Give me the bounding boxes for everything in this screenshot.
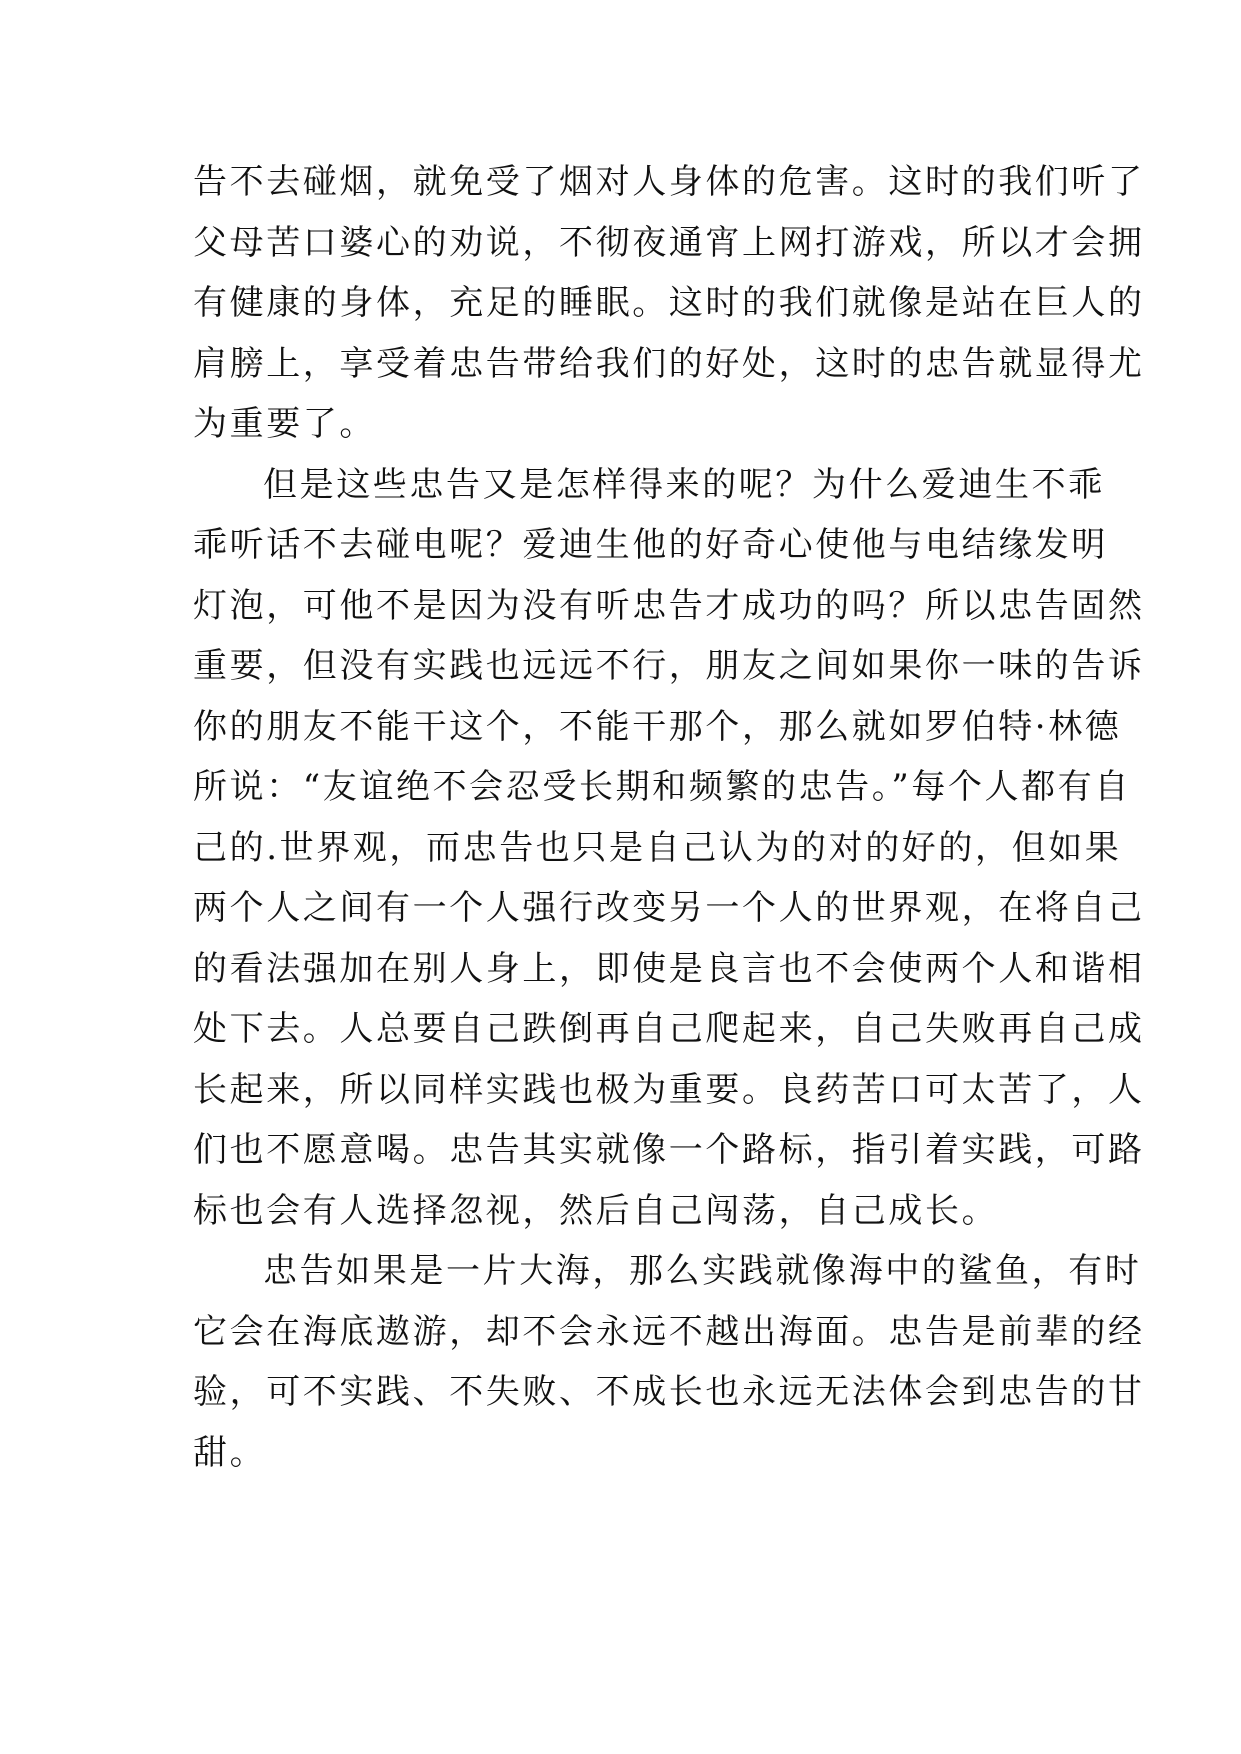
text-line: 两个人之间有一个人强行改变另一个人的世界观，在将自己 xyxy=(193,888,1145,928)
text-line: 验，可不实践、不失败、不成长也永远无法体会到忠告的甘 xyxy=(193,1372,1145,1412)
text-line: 父母苦口婆心的劝说，不彻夜通宵上网打游戏，所以才会拥 xyxy=(193,222,1145,263)
text-line: 处下去。人总要自己跌倒再自己爬起来，自己失败再自己成 xyxy=(193,1009,1145,1049)
text-line: 长起来，所以同样实践也极为重要。良药苦口可太苦了，人 xyxy=(193,1069,1145,1110)
text-line: 肩膀上，享受着忠告带给我们的好处，这时的忠告就显得尤 xyxy=(193,343,1145,384)
text-line: 所说：“友谊绝不会忍受长期和频繁的忠告。”每个人都有自 xyxy=(193,767,1131,807)
text-line: 你的朋友不能干这个，不能干那个，那么就如罗伯特·林德 xyxy=(193,706,1122,747)
paragraph-2 xyxy=(193,455,1145,1242)
text-line: 有健康的身体，充足的睡眠。这时的我们就像是站在巨人的 xyxy=(193,283,1145,323)
text-line: 们也不愿意喝。忠告其实就像一个路标，指引着实践，可路 xyxy=(193,1130,1145,1170)
text-line: 但是这些忠告又是怎样得来的呢？为什么爱迪生不乖 xyxy=(263,464,1105,505)
text-line: 甜。 xyxy=(193,1432,267,1473)
text-line: 忠告如果是一片大海，那么实践就像海中的鲨鱼，有时 xyxy=(263,1251,1142,1291)
text-line: 乖听话不去碰电呢？爱迪生他的好奇心使他与电结缘发明 xyxy=(193,525,1108,565)
text-line: 它会在海底遨游，却不会永远不越出海面。忠告是前辈的经 xyxy=(193,1311,1145,1352)
text-line: 标也会有人选择忽视，然后自己闯荡，自己成长。 xyxy=(193,1190,999,1231)
body-text xyxy=(193,152,1145,1483)
paragraph-1 xyxy=(193,152,1145,455)
text-line: 为重要了。 xyxy=(193,404,376,444)
text-line: 告不去碰烟，就免受了烟对人身体的危害。这时的我们听了 xyxy=(193,162,1145,202)
text-line: 的看法强加在别人身上，即使是良言也不会使两个人和谐相 xyxy=(193,948,1145,989)
paragraph-3 xyxy=(193,1241,1145,1483)
text-line: 己的.世界观，而忠告也只是自己认为的对的好的，但如果 xyxy=(193,827,1122,868)
text-line: 重要，但没有实践也远远不行，朋友之间如果你一味的告诉 xyxy=(193,646,1145,686)
text-line: 灯泡，可他不是因为没有听忠告才成功的吗？所以忠告固然 xyxy=(193,585,1145,626)
